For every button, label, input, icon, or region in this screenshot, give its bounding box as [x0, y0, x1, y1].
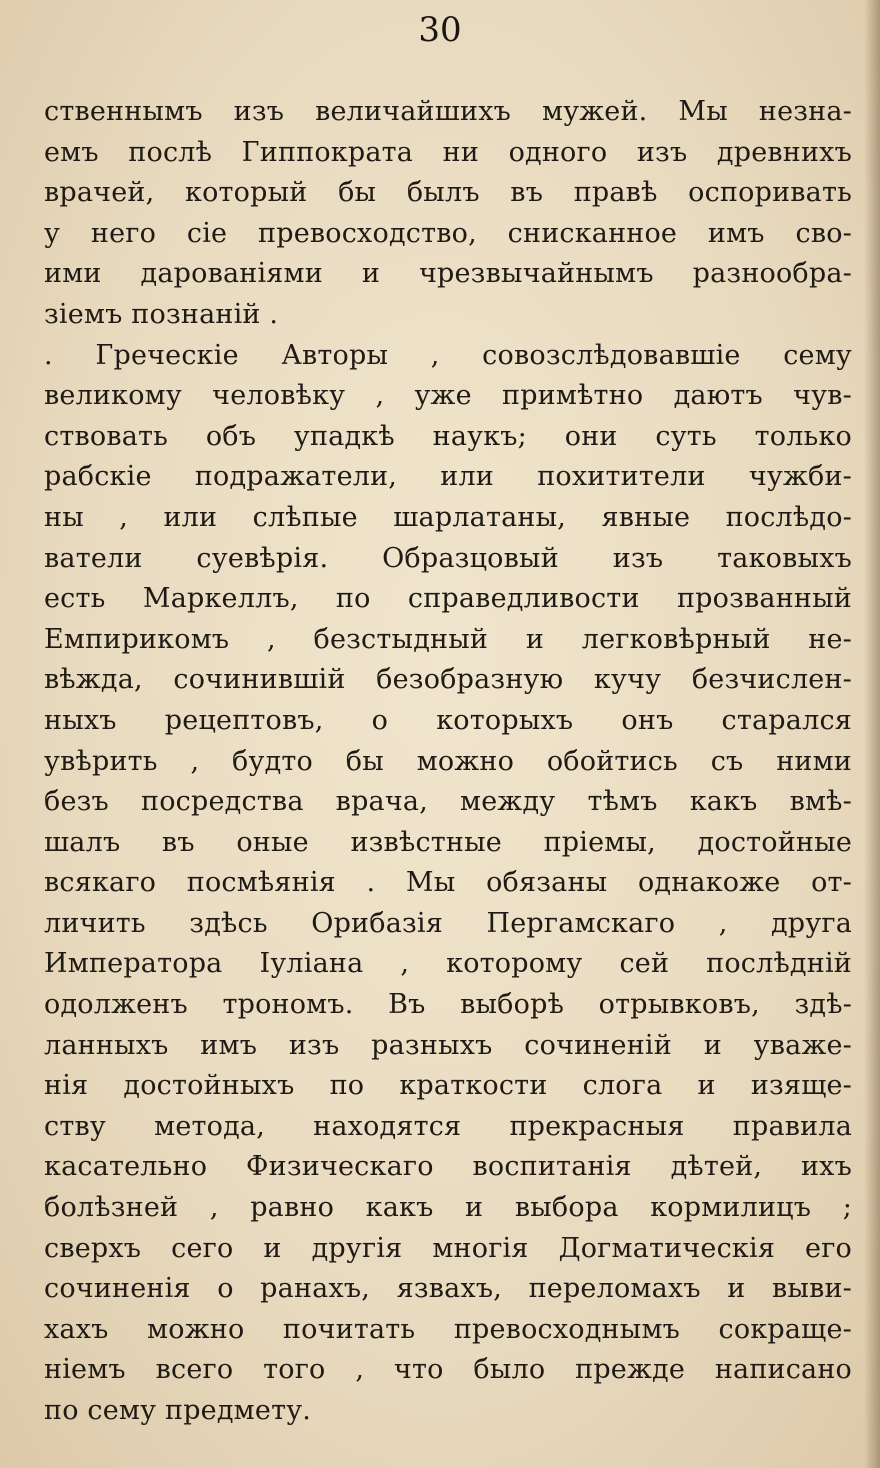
text-line: шалъ въ оные извѣстные пріемы, достойные [44, 826, 852, 858]
text-line: Емпирикомъ , безстыдный и легковѣрный не- [44, 623, 852, 655]
text-line: зіемъ познаній . [44, 298, 279, 330]
text-line: . Греческіе Авторы , совозслѣдовавшіе сему [44, 339, 852, 371]
text-line: ныхъ рецептовъ, о которыхъ онъ старался [44, 704, 852, 736]
text-line: хахъ можно почитать превосходнымъ сокраще- [44, 1313, 852, 1345]
text-line: нія достойныхъ по краткости слога и изяще- [44, 1070, 852, 1102]
text-line: есть Маркеллъ, по справедливости прозванный [44, 583, 852, 615]
text-line: у него сіе превосходство, снисканное имъ сво- [44, 217, 852, 249]
text-line: ніемъ всего того , что было прежде написано [44, 1354, 852, 1386]
text-line: одолженъ трономъ. Въ выборѣ отрывковъ, здѣ- [44, 989, 852, 1021]
body-text [44, 92, 852, 1432]
text-line: безъ посредства врача, между тѣмъ какъ вмѣ- [44, 786, 852, 818]
text-line: сочиненія о ранахъ, язвахъ, переломахъ и выви- [44, 1273, 852, 1305]
text-line: касательно Физическаго воспитанія дѣтей, ихъ [44, 1151, 852, 1183]
text-line: ны , или слѣпые шарлатаны, явные послѣдо- [44, 501, 852, 533]
text-line: увѣрить , будто бы можно обойтись съ ними [44, 745, 852, 777]
text-line: ими дарованіями и чрезвычайнымъ разнообра- [44, 258, 852, 290]
text-line: ланныхъ имъ изъ разныхъ сочиненій и уваже- [44, 1029, 852, 1061]
text-line: ствовать объ упадкѣ наукъ; они суть только [44, 420, 852, 452]
text-line: по сему предмету. [44, 1395, 312, 1426]
text-line: ству метода, находятся прекрасныя правила [44, 1110, 852, 1142]
text-line: болѣзней , равно какъ и выбора кормилицъ ; [44, 1192, 852, 1224]
text-line: врачей, который бы былъ въ правѣ оспоривать [44, 177, 852, 209]
text-line: Императора Іуліана , которому сей послѣдній [44, 948, 852, 980]
text-line: великому человѣку , уже примѣтно даютъ чув- [44, 380, 852, 412]
text-line: всякаго посмѣянія . Мы обязаны однакоже от- [44, 867, 852, 899]
text-line: ственнымъ изъ величайшихъ мужей. Мы незна- [44, 96, 852, 127]
text-line: рабскіе подражатели, или похитители чужби- [44, 461, 852, 493]
page-number: 30 [418, 10, 462, 50]
text-line: личить здѣсь Орибазія Пергамскаго , друга [44, 907, 852, 939]
text-line: емъ послѣ Гиппократа ни одного изъ древнихъ [44, 136, 852, 168]
text-line: ватели суевѣрія. Образцовый изъ таковыхъ [44, 542, 852, 574]
text-line: сверхъ сего и другія многія Догматическія его [44, 1232, 852, 1264]
text-line: вѣжда, сочинившій безобразную кучу безчислен- [44, 664, 852, 696]
page-edge-shadow [864, 0, 880, 1468]
